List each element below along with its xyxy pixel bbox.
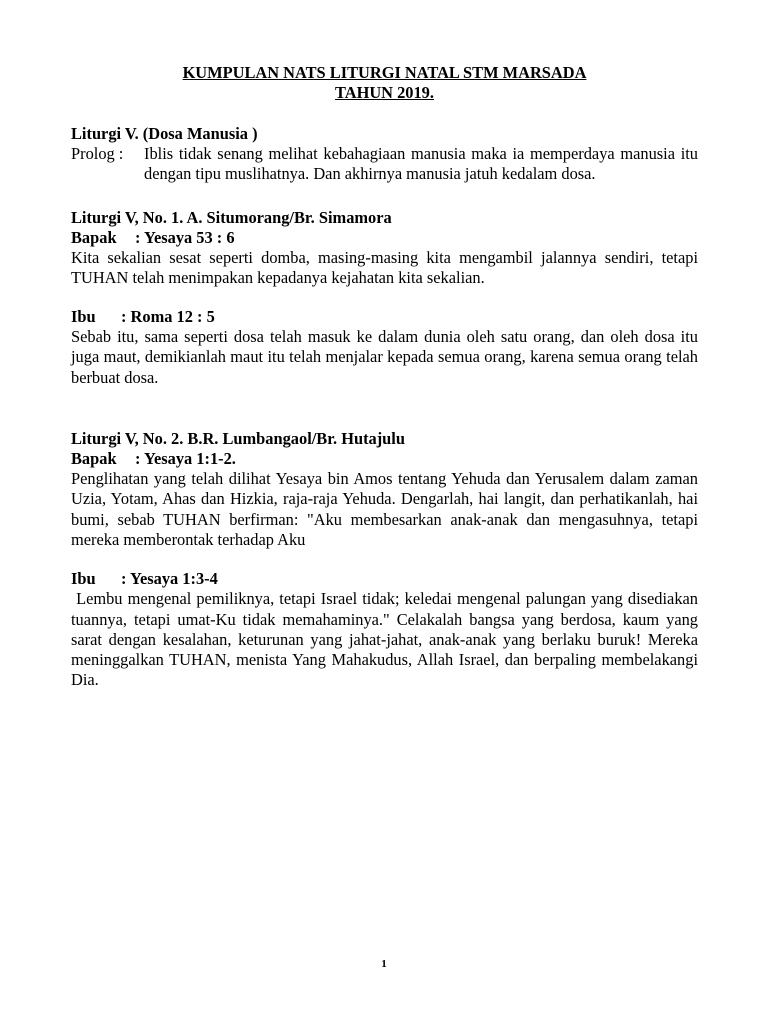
prolog: [71, 144, 698, 185]
document-page: [71, 63, 703, 691]
scripture-reference: : Yesaya 53 : 6: [135, 227, 235, 247]
scripture-reference: : Yesaya 1:3-4: [121, 569, 218, 589]
part-2-reading-1-header: [71, 449, 698, 469]
part-2-reading-2-header: [71, 569, 698, 589]
part-1-heading: Liturgi V, No. 1. A. Situmorang/Br. Simamora: [71, 207, 392, 227]
part-1-reading-2-text: Sebab itu, sama seperti dosa telah masuk ke dalam dunia oleh satu orang, dan oleh dosa itu juga maut, demikianlah maut itu telah menjalar kepada semua orang, karena semua orang telah berbuat dosa.: [71, 327, 698, 387]
prolog-label: Prolog :: [71, 144, 124, 163]
scripture-reference: : Yesaya 1:1-2.: [135, 449, 236, 469]
part-1-reading-2-header: [71, 307, 698, 327]
part-1-reading-1-header: [71, 228, 698, 248]
part-1-reading-1-text: Kita sekalian sesat seperti domba, masing-masing kita mengambil jalannya sendiri, tetapi TUHAN telah menimpakan kepadanya kejahatan kita sekalian.: [71, 247, 698, 287]
title-line-1: KUMPULAN NATS LITURGI NATAL STM MARSADA: [182, 63, 587, 82]
part-2-reading-1-text: Penglihatan yang telah dilihat Yesaya bin Amos tentang Yehuda dan Yerusalem dalam zaman Uzia, Yotam, Ahas dan Hizkia, raja-raja Yehuda. Dengarlah, hai langit, dan perhatikanlah, hai bumi, sebab TUHAN berfirman: "Aku membesarkan anak-anak dan mengasuhnya, tetapi mereka memberontak terhadap Aku: [71, 469, 698, 549]
document-title: [71, 63, 698, 103]
speaker-ibu: Ibu: [71, 307, 96, 327]
part-2-heading: Liturgi V, No. 2. B.R. Lumbangaol/Br. Hutajulu: [71, 429, 405, 449]
speaker-bapak: Bapak: [71, 449, 117, 469]
speaker-bapak: Bapak: [71, 227, 117, 247]
speaker-ibu: Ibu: [71, 569, 96, 589]
section-heading: Liturgi V. (Dosa Manusia ): [71, 124, 258, 143]
scripture-reference: : Roma 12 : 5: [121, 307, 215, 327]
part-2-reading-2-text: Lembu mengenal pemiliknya, tetapi Israel tidak; keledai mengenal palungan yang disediakan tuannya, tetapi umat-Ku tidak memahaminya." Celakalah bangsa yang berdosa, kaum yang sarat dengan kesalahan, keturunan yang jahat-jahat, anak-anak yang berlaku buruk! Mereka meninggalkan TUHAN, menista Yang Mahakudus, Allah Israel, dan berpaling membelakangi Dia.: [71, 589, 703, 690]
page-number: 1: [381, 958, 387, 970]
title-line-2: TAHUN 2019.: [335, 83, 434, 102]
prolog-text: Iblis tidak senang melihat kebahagiaan manusia maka ia memperdaya manusia itu dengan tipu muslihatnya. Dan akhirnya manusia jatuh kedalam dosa.: [144, 144, 698, 184]
